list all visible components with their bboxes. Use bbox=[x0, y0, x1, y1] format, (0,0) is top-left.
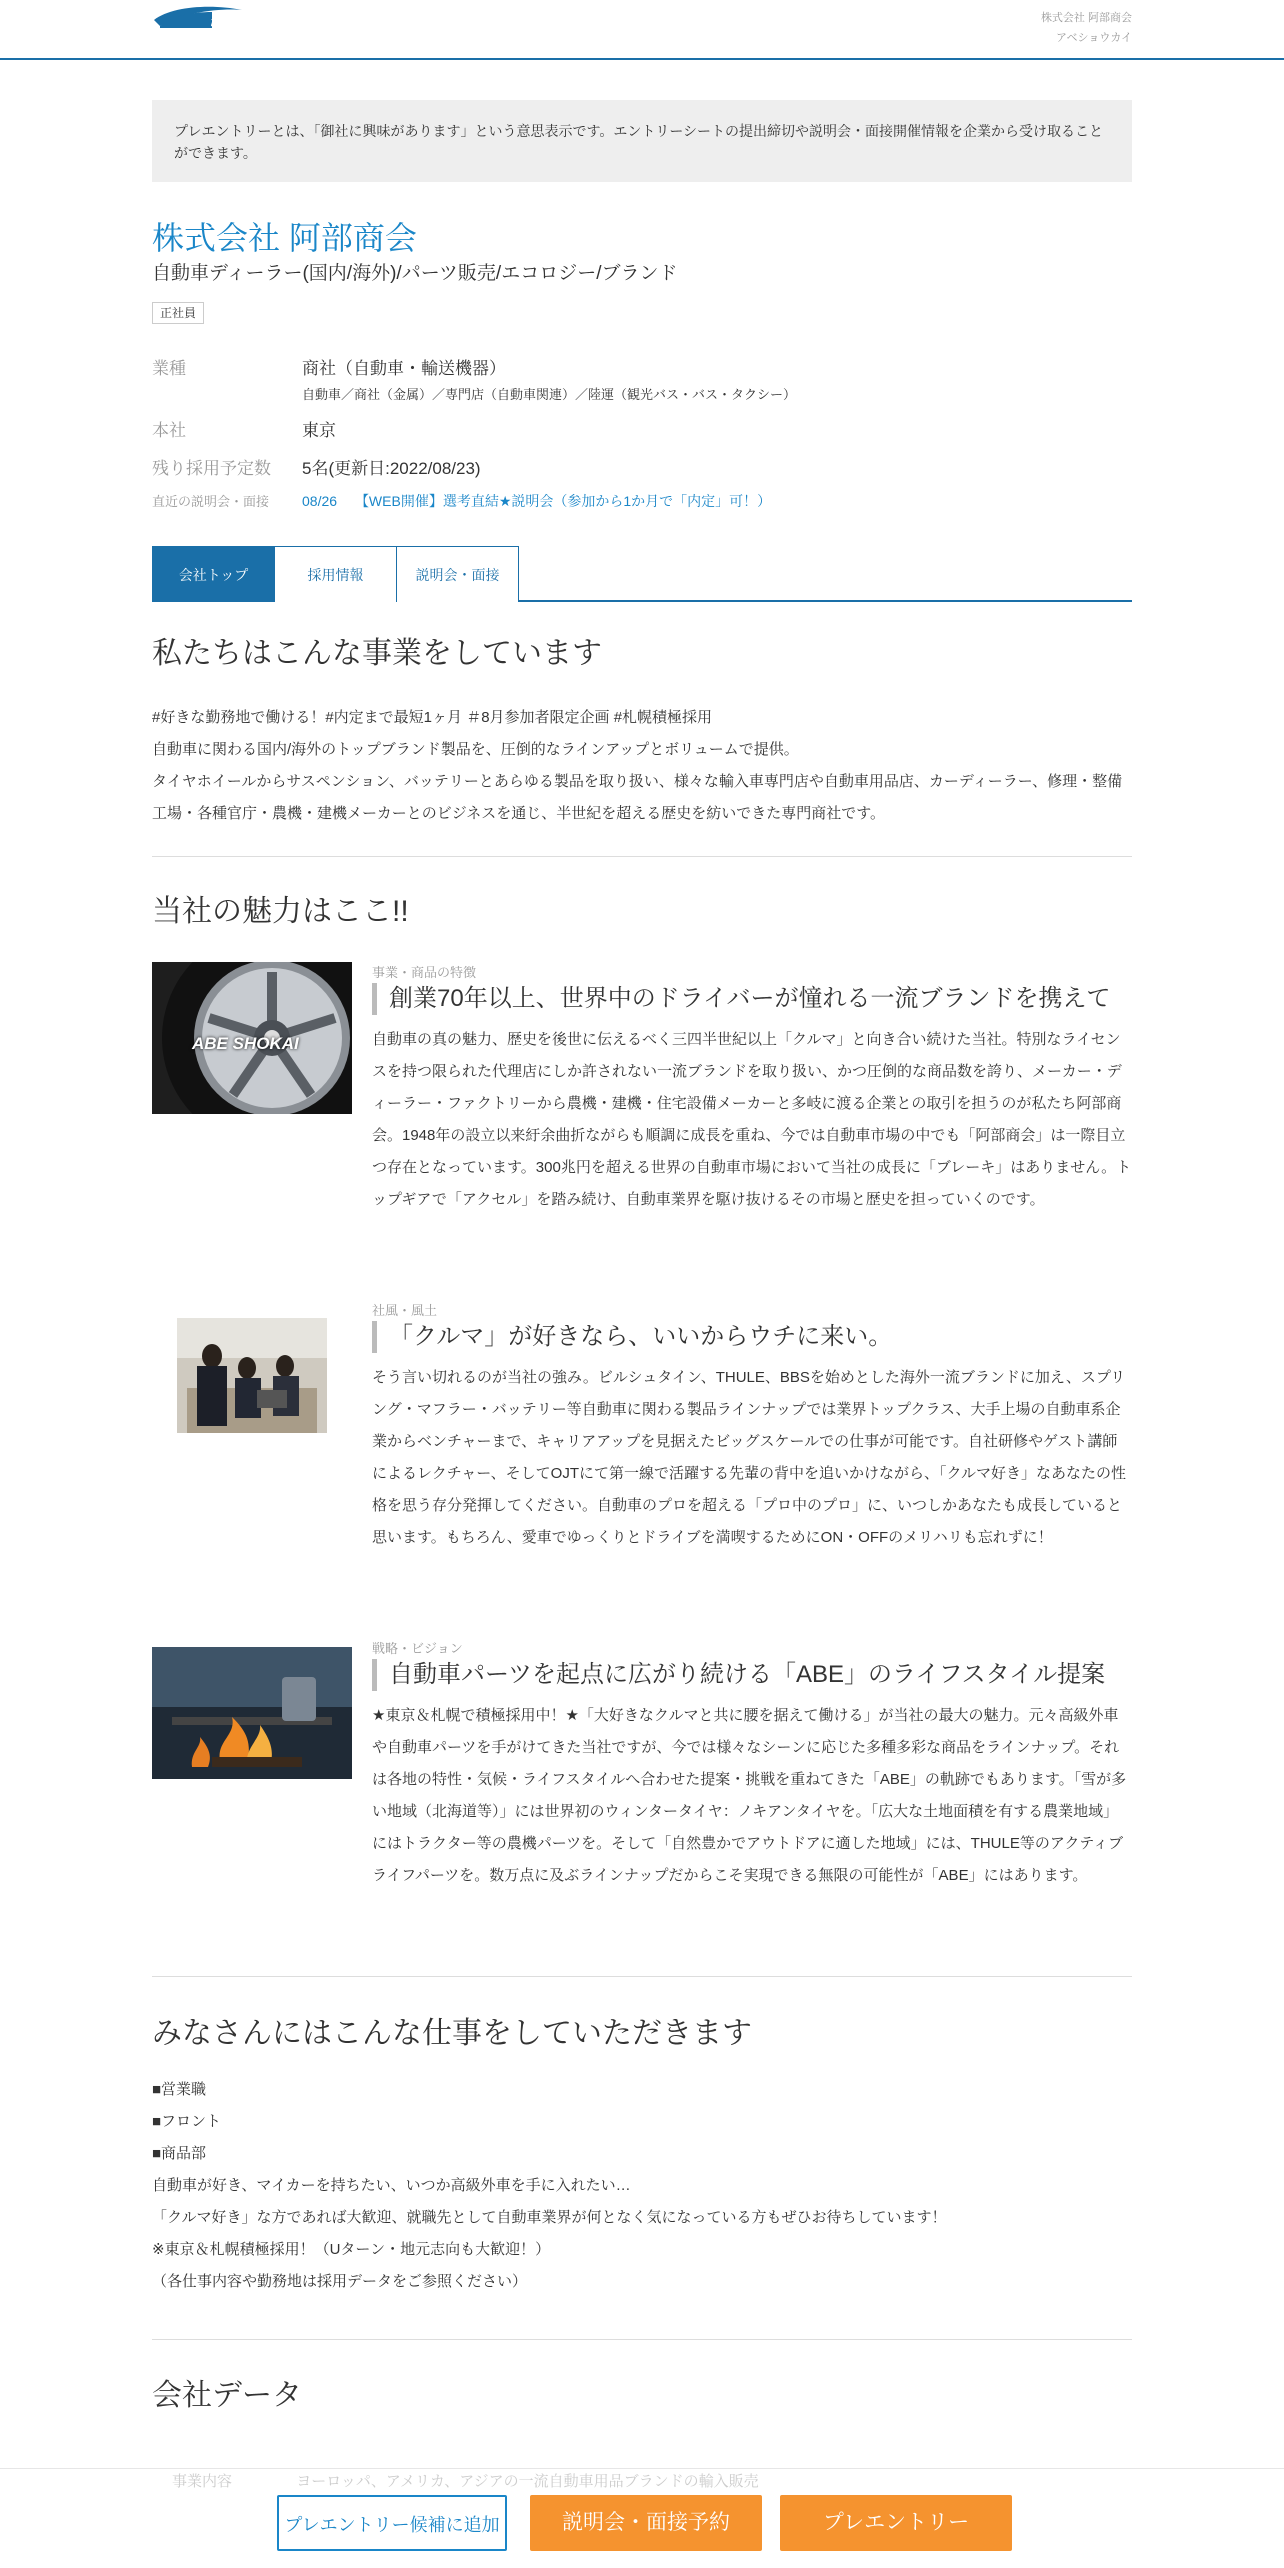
pre-entry-button[interactable]: プレエントリー bbox=[780, 2495, 1012, 2551]
seminar-label: 直近の説明会・面接 bbox=[152, 494, 270, 509]
remaining-value: 5名(更新日:2022/08/23) bbox=[302, 459, 481, 478]
industry-row bbox=[152, 354, 1132, 410]
header-company-kana: アベショウカイ bbox=[1055, 32, 1132, 44]
wheel-brand-text: ABE SHOKAI bbox=[192, 1034, 299, 1053]
jobs-line: ■営業職 bbox=[152, 2081, 207, 2098]
business-heading: 私たちはこんな事業をしています bbox=[152, 637, 602, 670]
appeal-heading: 当社の魅力はここ!! bbox=[152, 895, 409, 928]
business-line: タイヤホイールからサスペンション、バッテリーとあらゆる製品を取り扱い、様々な輸入車専門店や自動車用品店、カーディーラー、修理・整備工場・各種官庁・農機・建機メーカーとのビジネスを通じ、半世紀を超える歴史を紡いできた専門商社です。 bbox=[152, 773, 1123, 822]
feature-title: 自動車パーツを起点に広がり続ける「ABE」のライフスタイル提案 bbox=[372, 1659, 1132, 1691]
company-tabs bbox=[152, 546, 1132, 602]
hq-label: 本社 bbox=[152, 421, 186, 440]
feature-body: そう言い切れるのが当社の強み。ビルシュタイン、THULE、BBSを始めとした海外一流ブランドに加え、スプリング・マフラー・バッテリー等自動車に関わる製品ラインナップでは業界トップクラス、大手上場の自動車系企業からベンチャーまで、キャリアアップを見据えたビッグスケールでの仕事が可能です。自社研修やゲスト講師によるレクチャー、そしてOJTにて第一線で活躍する先輩の背中を追いかけながら、「クルマ好き」なあなたの性格を思う存分発揮してください。自動車のプロを超える「プロ中のプロ」に、いつしかあなたも成長していると思います。もちろん、愛車でゆっくりとドライブを満喫するためにON・OFFのメリハリも忘れずに！ bbox=[372, 1369, 1127, 1546]
jobs-line: ※東京＆札幌積極採用！（Uターン・地元志向も大歓迎！） bbox=[152, 2241, 551, 2258]
section-divider bbox=[152, 2339, 1132, 2340]
company-subtitle: 自動車ディーラー(国内/海外)/パーツ販売/エコロジー/ブランド bbox=[152, 263, 678, 284]
feature-body: ★東京＆札幌で積極採用中！★「大好きなクルマと共に腰を据えて働ける」が当社の最大の魅力。元々高級外車や自動車パーツを手がけてきた当社ですが、今では様々なシーンに応じた多種多彩な商品をラインナップ。それは各地の特性・気候・ライフスタイルへ合わせた提案・挑戦を重ねてきた「ABE」の軌跡でもあります。「雪が多い地域（北海道等）」には世界初のウィンタータイヤ：ノキアンタイヤを。「広大な土地面積を有する農業地域」にはトラクター等の農機パーツを。そして「自然豊かでアウトドアに適した地域」には、THULE等のアクティブライフパーツを。数万点に及ぶラインナップだからこそ実現できる無限の可能性が「ABE」にはあります。 bbox=[372, 1707, 1127, 1884]
business-line: #好きな勤務地で働ける！#内定まで最短1ヶ月 ＃8月参加者限定企画 #札幌積極採用 bbox=[152, 709, 713, 726]
faded-label: 事業内容 bbox=[172, 2473, 233, 2490]
tab-company-top[interactable]: 会社トップ bbox=[152, 546, 275, 602]
feature-image-campfire bbox=[152, 1647, 352, 1779]
jobs-heading: みなさんにはこんな仕事をしていただきます bbox=[152, 2017, 752, 2050]
jobs-line: ■フロント bbox=[152, 2113, 222, 2130]
jobs-line: ■商品部 bbox=[152, 2145, 207, 2162]
employment-type-badge: 正社員 bbox=[152, 302, 204, 324]
company-name: 株式会社 阿部商会 bbox=[152, 220, 417, 256]
industry-detail: 自動車／商社（金属）／専門店（自動車関連）／陸運（観光バス・バス・タクシー） bbox=[302, 387, 797, 402]
company-data-faded-row bbox=[152, 2470, 1132, 2491]
jobs-line: 自動車が好き、マイカーを持ちたい、いつか高級外車を手に入れたい… bbox=[152, 2177, 631, 2194]
industry-value: 商社（自動車・輸送機器） bbox=[302, 359, 506, 378]
business-line: 自動車に関わる国内/海外のトップブランド製品を、圧倒的なラインアップとボリュームで提供。 bbox=[152, 741, 799, 758]
seminar-title: 【WEB開催】選考直結★説明会（参加から1か月で「内定」可！） bbox=[354, 493, 772, 509]
feature-image-wheel bbox=[152, 962, 352, 1114]
remaining-row bbox=[152, 454, 1132, 480]
add-candidate-button[interactable]: プレエントリー候補に追加 bbox=[277, 2495, 507, 2551]
faded-text: ヨーロッパ、アメリカ、アジアの一流自動車用品ブランドの輸入販売 bbox=[296, 2473, 759, 2490]
feature-title: 「クルマ」が好きなら、いいからウチに来い。 bbox=[372, 1321, 1132, 1353]
tab-seminar[interactable]: 説明会・面接 bbox=[396, 546, 519, 602]
seminar-reserve-button[interactable]: 説明会・面接予約 bbox=[530, 2495, 762, 2551]
feature-category: 戦略・ビジョン bbox=[372, 1641, 463, 1656]
hq-value: 東京 bbox=[302, 421, 336, 440]
site-header bbox=[0, 0, 1284, 60]
business-text bbox=[152, 702, 1132, 830]
office-photo-icon bbox=[177, 1318, 327, 1433]
jobs-line: 「クルマ好き」な方であれば大歓迎、就職先として自動車業界が何となく気になっている方もぜひお待ちしています！ bbox=[152, 2209, 947, 2226]
rikunabi-logo[interactable] bbox=[152, 2, 302, 34]
feature-category: 事業・商品の特徴 bbox=[372, 965, 477, 980]
jobs-line: （各仕事内容や勤務地は採用データをご参照ください） bbox=[152, 2273, 528, 2290]
seminar-date: 08/26 bbox=[302, 493, 338, 509]
tab-recruit-info[interactable]: 採用情報 bbox=[274, 546, 397, 602]
jobs-text bbox=[152, 2074, 1132, 2298]
header-company bbox=[1041, 8, 1132, 48]
feature-title: 創業70年以上、世界中のドライバーが憧れる一流ブランドを携えて bbox=[372, 983, 1132, 1015]
feature-image-office bbox=[177, 1318, 327, 1433]
pre-entry-notice: プレエントリーとは、「御社に興味があります」という意思表示です。エントリーシートの提出締切や説明会・面接開催情報を企業から受け取ることができます。 bbox=[152, 100, 1132, 182]
header-company-name: 株式会社 阿部商会 bbox=[1040, 12, 1132, 24]
campfire-icon bbox=[152, 1647, 352, 1779]
seminar-row bbox=[152, 491, 1132, 513]
remaining-label: 残り採用予定数 bbox=[152, 459, 271, 478]
feature-category: 社風・風土 bbox=[372, 1303, 438, 1318]
industry-label: 業種 bbox=[152, 359, 186, 378]
feature-body: 自動車の真の魅力、歴史を後世に伝えるべく三四半世紀以上「クルマ」と向き合い続けた当社。特別なライセンスを持つ限られた代理店にしか許されない一流ブランドを取り扱い、かつ圧倒的な商品数を誇り、メーカー・ディーラー・ファクトリーから農機・建機・住宅設備メーカーと多岐に渡る企業との取引を担うのが私たち阿部商会。1948年の設立以来紆余曲折ながらも順調に成長を重ね、今では自動車市場の中でも「阿部商会」は一際目立つ存在となっています。300兆円を超える世界の自動車市場において当社の成長に「ブレーキ」はありません。トップギアで「アクセル」を踏み続け、自動車業界を駆け抜けるその市場と歴史を担っていくのです。 bbox=[372, 1031, 1132, 1208]
company-data-heading: 会社データ bbox=[152, 2379, 302, 2412]
hq-row bbox=[152, 416, 1132, 442]
section-divider bbox=[152, 856, 1132, 857]
seminar-link[interactable] bbox=[302, 491, 771, 511]
section-divider bbox=[152, 1976, 1132, 1977]
logo-text: リクナビ 2023 bbox=[206, 16, 293, 32]
